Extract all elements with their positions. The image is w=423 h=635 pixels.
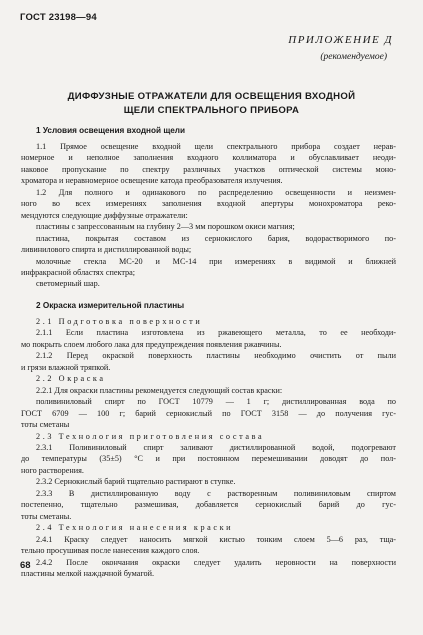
text-line: 2.3.2 Сернокислый барий тщательно растирают в ступке. — [36, 477, 236, 487]
text-line: ГОСТ 6709 — 100 г; барий сернокислый по ГОСТ 3158 — до получения гус- — [21, 408, 396, 418]
text-line: 2.3.1 Поливиниловый спирт заливают дистиллированной водой, подогревают — [36, 442, 396, 452]
text-line: 2.2 Окраска — [36, 374, 106, 384]
text-line: пластины с запрессованным на глубину 2—3 мм порошком окиси магния; — [36, 222, 295, 232]
section-1-heading: 1 Условия освещения входной щели — [36, 126, 186, 135]
text-line: тоты сметаны. — [21, 511, 72, 521]
text-line: тоты сметаны — [21, 420, 70, 430]
text-line: поливиниловый спирт по ГОСТ 10779 — 1 г; дистиллированная вода по — [36, 397, 396, 407]
text-line: мо покрыть слоем любого лака для предупреждения появления ржавчины. — [21, 339, 282, 349]
text-line: 2.4.2 После окончания окраски следует удалить неровности на поверхности — [36, 557, 396, 567]
text-line: и грязи влажной тряпкой. — [21, 362, 111, 372]
text-line: молочные стекла МС-20 и МС-14 при измерениях в видимой и ближней — [36, 256, 396, 266]
text-line: наковое пропускание по спектру различных участков оптической системы моно- — [21, 164, 396, 174]
text-line: до температуры (35±5) °С и при постоянном перемешивании доводят до пол- — [21, 454, 396, 464]
text-line: 2.4 Технология нанесения краски — [36, 523, 234, 533]
text-line: хроматора и неравномерное освещение катода преобразователя излучения. — [21, 176, 283, 186]
text-line: ного во всех измерениях заполнения входной апертуры монохроматора реко- — [21, 199, 396, 209]
text-line: 2.1.2 Перед окраской поверхность пластины необходимо очистить от пыли — [36, 351, 396, 361]
text-line: тельно просушивая после нанесения каждого слоя. — [21, 546, 200, 556]
text-line: 2.3.3 В дистиллированную воду с растворенным поливиниловым спиртом — [36, 488, 396, 498]
text-line: 2.2.1 Для окраски пластины рекомендуется следующий состав краски: — [36, 385, 283, 395]
appendix-note: (рекомендуемое) — [320, 52, 387, 62]
text-line: пластина, покрытая составом из сернокислого бария, водорастворимого по- — [36, 233, 396, 243]
text-line: пластины мелкой наждачной бумагой. — [21, 568, 155, 578]
section-2-body — [21, 316, 396, 579]
text-line: ливинилового спирта и дистиллированной воды; — [21, 245, 192, 255]
text-line: 2.1 Подготовка поверхности — [36, 317, 203, 326]
title-line-2: ЩЕЛИ СПЕКТРАЛЬНОГО ПРИБОРА — [123, 105, 300, 116]
text-line: номерное и неполное заполнения входного коллиматора и обуславливает неоди- — [21, 153, 396, 163]
text-line: ного растворения. — [21, 465, 84, 475]
text-line: 1.2 Для полного и одинакового по распределению освещенности и неизмен- — [36, 187, 396, 197]
text-line: 2.1.1 Если пластина изготовлена из ржавеющего металла, то ее необходи- — [36, 328, 396, 338]
appendix-label: ПРИЛОЖЕНИЕ Д — [288, 34, 393, 46]
title-line-1: ДИФФУЗНЫЕ ОТРАЖАТЕЛИ ДЛЯ ОСВЕЩЕНИЯ ВХОДНОЙ — [67, 91, 356, 102]
text-line: 1.1 Прямое освещение входной щели спектрального прибора создает нерав- — [36, 142, 396, 151]
page-number: 68 — [20, 560, 31, 571]
section-2-heading: 2 Окраска измерительной пластины — [36, 301, 185, 310]
text-line: 2.4.1 Краску следует наносить мягкой кистью тонким слоем 5—6 раз, тща- — [36, 534, 396, 544]
section-1-body — [21, 141, 396, 290]
text-line: постепенно, тщательно размешивая, добавляется сернокислый барий до гус- — [21, 500, 396, 510]
standard-code: ГОСТ 23198—94 — [20, 12, 97, 23]
text-line: инфракрасной областях спектра; — [21, 267, 136, 277]
document-title — [22, 90, 401, 118]
text-line: светомерный шар. — [36, 279, 100, 289]
text-line: 2.3 Технология приготовления состава — [36, 431, 265, 441]
text-line: мендуются следующие диффузные отражатели: — [21, 210, 188, 220]
